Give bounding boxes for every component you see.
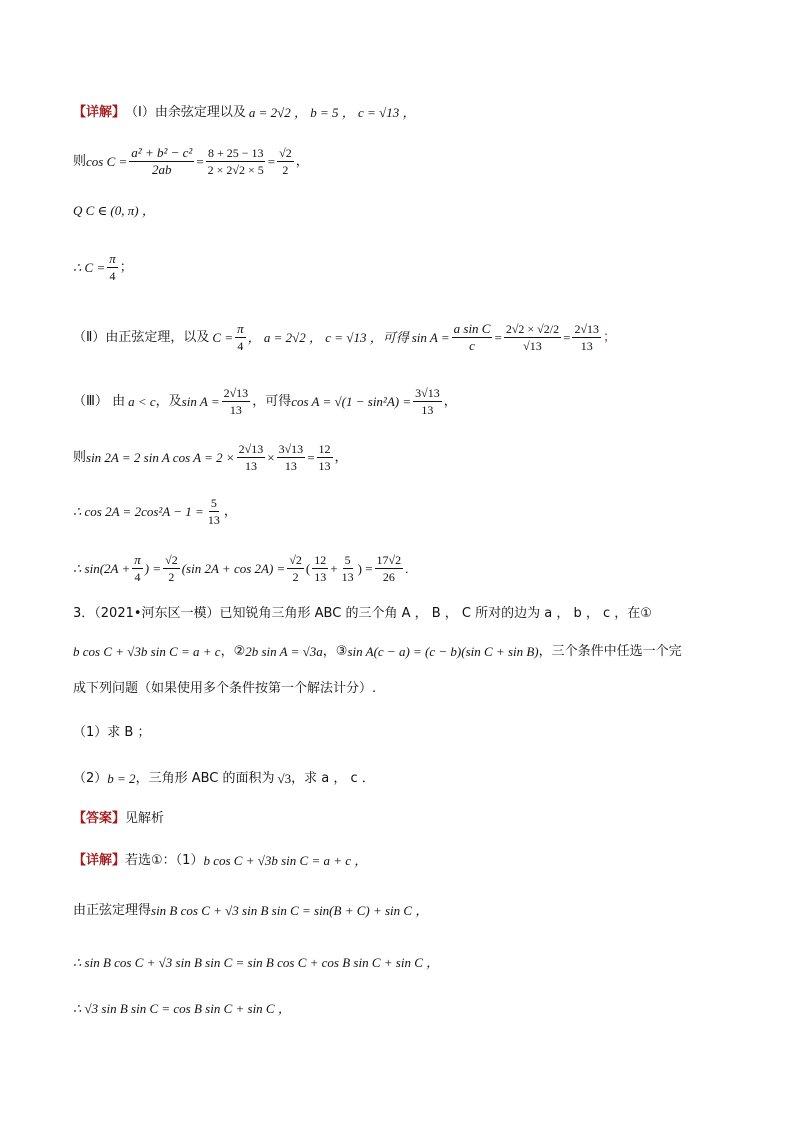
fraction — [107, 252, 118, 283]
punct: ； — [603, 329, 617, 345]
fraction — [163, 553, 180, 584]
text: （2） — [73, 771, 108, 786]
text: 则 — [73, 153, 87, 169]
equals: = — [563, 329, 571, 345]
fraction — [206, 496, 222, 527]
equals: = — [307, 449, 315, 465]
answer-text: 见解析 — [125, 811, 165, 826]
numerator: 12 — [318, 442, 331, 456]
text: ，三个条件中任选一个完 — [538, 644, 682, 659]
answer-tag: 【答案】 — [73, 811, 126, 826]
numerator: √2 — [279, 146, 292, 160]
denominator: √13 — [523, 339, 542, 353]
text: （Ⅲ） 由 — [73, 393, 126, 409]
denominator: 13 — [341, 570, 354, 584]
detail-math: a = 2√2 ， b = 5 ， c = √13 ， — [248, 105, 416, 120]
text: 则 — [73, 449, 87, 465]
detail2-line-4 — [73, 1000, 291, 1018]
problem3-question-1: （1）求 B ； — [73, 725, 151, 740]
denominator: 2 × 2√2 × 5 — [207, 163, 264, 177]
math: ∴ sin B cos C + √3 sin B sin C = sin B cos C + cos B sin C + sin C ， — [73, 955, 440, 970]
fraction — [287, 553, 304, 584]
numerator: √2 — [289, 553, 302, 567]
fraction — [235, 322, 246, 353]
text: ，求 a ， c ． — [291, 771, 375, 786]
part3-line-4 — [73, 553, 408, 584]
math: a < c — [128, 393, 156, 409]
fraction — [572, 322, 601, 353]
numerator: a² + b² − c² — [131, 145, 193, 160]
equals: = — [267, 153, 276, 169]
denominator: 13 — [580, 339, 593, 353]
detail2-line-1 — [73, 852, 367, 870]
denominator: 2 — [168, 570, 175, 584]
math: sin B cos C + √3 sin B sin C = sin(B + C) + sin C ， — [151, 903, 429, 918]
denominator: 13 — [284, 459, 297, 473]
detail2-line-3 — [73, 954, 439, 972]
fraction — [277, 146, 294, 177]
plus: + — [330, 560, 338, 576]
denominator: 13 — [229, 403, 242, 417]
punct: ， — [334, 449, 348, 465]
text: ，三角形 ABC 的面积为 — [135, 771, 275, 786]
denominator: 13 — [318, 459, 331, 473]
numerator: 2√2 × √2/2 — [505, 322, 560, 336]
punct: . — [405, 560, 409, 576]
problem3-line-2 — [73, 643, 682, 661]
denominator: 4 — [237, 339, 244, 353]
text: ，及 — [155, 393, 182, 409]
fraction — [504, 322, 561, 353]
math: cos A = √(1 − sin²A) = — [291, 393, 412, 409]
fraction — [237, 442, 266, 473]
detail2-tag: 【详解】 — [73, 853, 126, 868]
math: sin 2A = 2 sin A cos A = 2 × — [86, 449, 235, 465]
numerator: 2√13 — [238, 442, 264, 456]
cos-c-formula-line — [73, 146, 309, 177]
math: ， a = 2√2 ， c = √13 ，可得 — [247, 329, 409, 345]
numerator: √2 — [165, 553, 178, 567]
numerator: 8 + 25 − 13 — [207, 146, 264, 160]
equals: = — [494, 329, 502, 345]
numerator: 3√13 — [278, 442, 304, 456]
denominator: 13 — [244, 459, 257, 473]
math: ∴ cos 2A = 2cos²A − 1 = — [73, 503, 204, 519]
text: 由正弦定理得 — [73, 903, 152, 918]
numerator: 2√13 — [223, 386, 249, 400]
numerator: 5 — [344, 553, 351, 567]
fraction — [206, 146, 266, 177]
numerator: π — [237, 321, 244, 336]
times: × — [267, 449, 275, 465]
c-range-line — [73, 202, 155, 220]
detail-tag: 【详解】 — [73, 105, 126, 120]
numerator: 5 — [210, 496, 217, 510]
math: ) = — [144, 560, 162, 576]
fraction — [452, 322, 493, 353]
math: cos C = — [86, 153, 128, 169]
denominator: 2 — [282, 163, 289, 177]
condition-2: 2b sin A = √3a — [245, 644, 323, 659]
math: ∴ √3 sin B sin C = cos B sin C + sin C ， — [73, 1001, 291, 1016]
text: ，② — [220, 644, 246, 659]
fraction — [132, 553, 143, 584]
answer-line — [73, 810, 164, 828]
fraction — [277, 442, 306, 473]
condition-1: b cos C + √3b sin C = a + c — [73, 644, 221, 659]
denominator: 13 — [314, 570, 327, 584]
numerator: 3√13 — [415, 386, 440, 400]
equals: = — [196, 153, 204, 169]
fraction — [375, 553, 404, 584]
math: b cos C + √3b sin C = a + c ， — [203, 853, 368, 868]
condition-3: sin A(c − a) = (c − b)(sin C + sin B) — [347, 644, 539, 659]
detail2-line-2 — [73, 902, 428, 920]
denominator: 26 — [382, 570, 395, 584]
problem3-question-2 — [73, 770, 375, 788]
math: (sin 2A + cos 2A) = — [181, 560, 286, 576]
problem3-line-3: 成下列问题（如果使用多个条件按第一个解法计分）. — [73, 681, 377, 696]
denominator: c — [469, 338, 475, 353]
punct: ， — [443, 393, 457, 409]
math: b = 2 — [107, 771, 136, 786]
numerator: a sin C — [453, 321, 491, 336]
part2-line — [73, 322, 616, 353]
math: ∴ sin(2A + — [73, 560, 131, 576]
problem3-line-1: 3．（2021•河东区一模）已知锐角三角形 ABC 的三个角 A ， B ， C 所对的边为 a ， b ， c ，在① — [73, 606, 652, 621]
math: C = — [212, 329, 234, 345]
numerator: π — [109, 251, 116, 266]
denominator: 4 — [109, 269, 116, 283]
text: 若选①：（1） — [125, 853, 204, 868]
math: sin A = — [411, 329, 450, 345]
fraction — [129, 146, 194, 177]
denominator: 13 — [421, 403, 434, 417]
fraction — [222, 386, 251, 417]
denominator: 2 — [292, 570, 299, 584]
math: Q C ∈ (0, π) ， — [73, 203, 155, 218]
numerator: 12 — [314, 553, 327, 567]
text: ，③ — [322, 644, 348, 659]
text: ，可得 — [252, 393, 292, 409]
punct: ， — [295, 153, 309, 169]
paren: ( — [305, 560, 311, 576]
part3-line-1 — [73, 386, 457, 417]
fraction — [340, 553, 356, 584]
fraction — [413, 386, 442, 417]
fraction — [312, 553, 328, 584]
detail-line-1 — [73, 104, 415, 122]
part3-line-2 — [73, 442, 348, 473]
denominator: 4 — [134, 570, 141, 584]
denominator: 13 — [207, 513, 220, 527]
math: √3 — [277, 771, 292, 786]
c-value-line — [73, 252, 133, 283]
math: ∴ C = — [73, 259, 106, 275]
text: （Ⅱ）由正弦定理，以及 — [73, 329, 210, 345]
paren: ) = — [357, 560, 373, 576]
denominator: 2ab — [152, 162, 172, 177]
numerator: 17√2 — [376, 553, 402, 567]
part3-line-3 — [73, 496, 237, 527]
punct: ； — [119, 259, 133, 275]
math: sin A = — [181, 393, 220, 409]
numerator: π — [134, 552, 141, 567]
fraction — [317, 442, 333, 473]
detail-text: （Ⅰ）由余弦定理以及 — [125, 105, 246, 120]
punct: ， — [223, 503, 237, 519]
numerator: 2√13 — [574, 322, 600, 336]
